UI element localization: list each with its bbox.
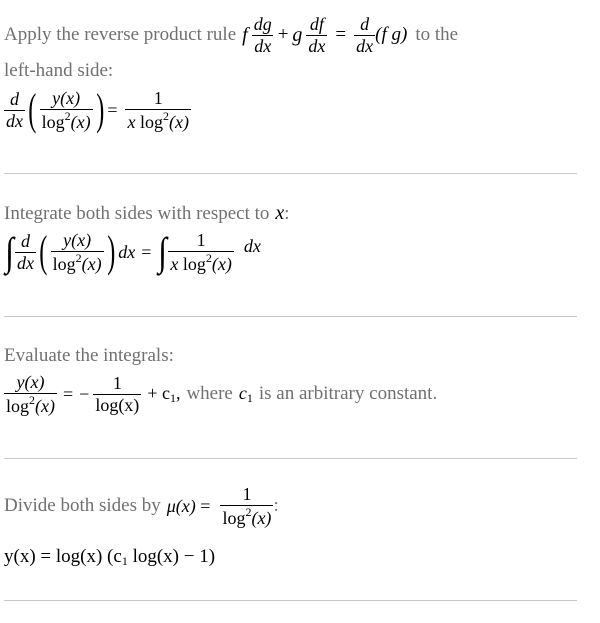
step2-colon: : bbox=[284, 202, 290, 224]
rule-f: f bbox=[242, 23, 248, 46]
eq1-dx: dx bbox=[6, 110, 23, 131]
step4-mu-den: $\log^2(x)$ bbox=[222, 504, 272, 528]
step3-intro: Evaluate the integrals: bbox=[4, 345, 174, 366]
eq2-rhs-dx: dx bbox=[243, 236, 261, 256]
eq3-num: y(x) bbox=[16, 372, 45, 392]
eq2-eq: = bbox=[141, 241, 152, 262]
eq2-num: y(x) bbox=[63, 230, 92, 250]
eq2-lparen: ( bbox=[39, 227, 48, 277]
step1-intro bbox=[4, 14, 458, 56]
step4-colon: : bbox=[273, 495, 279, 517]
eq2-dx-after: dx bbox=[118, 241, 136, 262]
eq1-eq: = bbox=[107, 99, 118, 120]
eq2-rhs-num: 1 bbox=[196, 230, 206, 250]
rule-dg: dg bbox=[253, 14, 272, 34]
rule-plus: + bbox=[277, 24, 289, 46]
eq1-d: d bbox=[10, 89, 19, 109]
step1-equation bbox=[4, 85, 191, 135]
eq1-rparen: ) bbox=[95, 85, 105, 135]
eq1-rhs-num: 1 bbox=[153, 88, 163, 108]
eq3-minus: − bbox=[79, 383, 90, 404]
step4-intro-text: Divide both sides by bbox=[4, 495, 161, 517]
step2-var: x bbox=[275, 202, 285, 224]
step1-intro-prefix: Apply the reverse product rule bbox=[4, 24, 237, 46]
rule-dx-2: dx bbox=[308, 35, 326, 56]
eq3-rhs-num: 1 bbox=[112, 373, 122, 393]
eq1-rhs-den: x $\log^2(x)$ bbox=[127, 108, 189, 132]
eq1-den: $\log^2(x)$ bbox=[41, 108, 91, 132]
step1-intro-line2: left-hand side: bbox=[4, 60, 114, 81]
eq1-rhs bbox=[125, 88, 191, 132]
rule-d: d bbox=[360, 14, 370, 34]
eq2-rparen: ) bbox=[106, 227, 115, 277]
eq2-d-dx bbox=[15, 231, 36, 273]
rule-fg: (f g) bbox=[375, 24, 408, 46]
eq2-frac bbox=[51, 230, 104, 274]
eq3-lhs bbox=[4, 372, 57, 416]
step4-mu-frac bbox=[220, 484, 273, 528]
integral-right: ∫ bbox=[158, 229, 168, 275]
rule-frac-df-dx bbox=[306, 14, 327, 56]
step2-intro-text: Integrate both sides with respect to bbox=[4, 202, 270, 224]
step2-intro bbox=[4, 202, 290, 225]
eq1-d-dx bbox=[4, 89, 25, 131]
eq1-lparen: ( bbox=[28, 85, 37, 135]
eq3-rhs bbox=[93, 373, 141, 415]
eq3-where: where bbox=[186, 383, 233, 405]
divider-2 bbox=[4, 316, 577, 317]
rule-eq: = bbox=[335, 24, 347, 46]
divider-1 bbox=[4, 173, 577, 174]
eq3-rhs-den: log(x) bbox=[95, 394, 140, 415]
eq3-c1: $c_1$ bbox=[238, 382, 253, 405]
eq3-eq: = bbox=[63, 383, 74, 404]
eq3-den: $\log^2(x)$ bbox=[6, 392, 55, 416]
eq3-const: + $c_1$, bbox=[147, 382, 181, 405]
divider-3 bbox=[4, 458, 577, 459]
rule-dx-1: dx bbox=[254, 35, 272, 56]
step2-equation bbox=[4, 227, 261, 277]
eq2-d: d bbox=[20, 231, 30, 251]
step4-intro bbox=[4, 484, 279, 528]
step3-equation bbox=[4, 372, 437, 416]
rule-g: g bbox=[292, 23, 303, 46]
eq3-tail: is an arbitrary constant. bbox=[258, 383, 438, 405]
eq2-den: $\log^2(x)$ bbox=[52, 250, 102, 274]
eq1-num: y(x) bbox=[52, 88, 81, 108]
eq2-rhs bbox=[168, 230, 234, 274]
step1-intro-suffix: to the bbox=[415, 24, 459, 46]
step4-result: y(x) = log(x) ($c_1$ log(x) − 1) bbox=[4, 546, 216, 568]
rule-dx-3: dx bbox=[356, 35, 374, 56]
step4-mu: μ(x) = bbox=[166, 495, 211, 516]
step4-mu-num: 1 bbox=[242, 484, 252, 504]
divider-4 bbox=[4, 600, 577, 601]
integral-left: ∫ bbox=[5, 229, 14, 275]
eq2-dx: dx bbox=[16, 252, 34, 273]
rule-df: df bbox=[309, 14, 324, 34]
eq2-rhs-den: x $\log^2(x)$ bbox=[170, 250, 232, 274]
rule-frac-d-dx bbox=[354, 14, 375, 56]
eq1-frac bbox=[40, 88, 93, 132]
rule-frac-dg-dx bbox=[252, 14, 274, 56]
